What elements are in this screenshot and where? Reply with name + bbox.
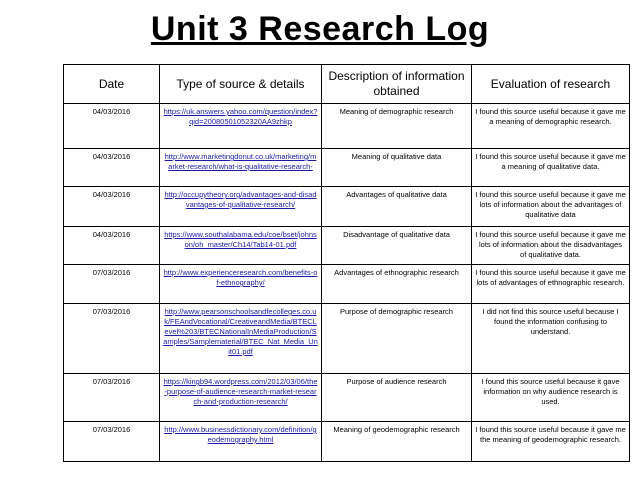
source-link[interactable]: http://www.businessdictionary.com/definition/geodemography.html: [164, 425, 317, 444]
date-cell: 04/03/2016: [64, 104, 160, 149]
table-row: [64, 104, 630, 149]
date-cell: 04/03/2016: [64, 187, 160, 227]
evaluation-cell: I found this source useful because it gave me lots of advantages of ethnographic research.: [472, 265, 630, 304]
source-link[interactable]: http://occupytheory.org/advantages-and-disadvantages-of-qualitative-research/: [164, 190, 317, 209]
description-cell: Purpose of demographic research: [322, 304, 472, 374]
description-cell: Purpose of audience research: [322, 374, 472, 422]
source-cell: [160, 187, 322, 227]
table-row: [64, 304, 630, 374]
table-row: [64, 374, 630, 422]
date-cell: 07/03/2016: [64, 265, 160, 304]
source-link[interactable]: http://www.experienceresearch.com/benefits-of-ethnography/: [163, 268, 318, 287]
description-cell: Advantages of qualitative data: [322, 187, 472, 227]
page-title: Unit 3 Research Log: [150, 10, 490, 48]
header-evaluation: Evaluation of research: [472, 65, 630, 104]
description-cell: Meaning of geodemographic research: [322, 422, 472, 462]
evaluation-cell: I found this source useful because it gave information on why audience research is used.: [472, 374, 630, 422]
research-log-table: [63, 64, 630, 462]
table-row: [64, 265, 630, 304]
table-row: [64, 149, 630, 187]
source-link[interactable]: https://kingb94.wordpress.com/2012/03/06/the-purpose-of-audience-research-market-research-and-production-research/: [163, 377, 318, 406]
table-row: [64, 227, 630, 265]
source-link[interactable]: https://www.southalabama.edu/coe/bset/johnson/oh_master/Ch14/Tab14-01.pdf: [164, 230, 317, 249]
source-cell: [160, 422, 322, 462]
table-row: [64, 422, 630, 462]
description-cell: Disadvantage of qualitative data: [322, 227, 472, 265]
source-link[interactable]: https://uk.answers.yahoo.com/question/index?qid=20080501052320AA9zhkp: [163, 107, 318, 126]
evaluation-cell: I did not find this source useful because I found the information confusing to understand.: [472, 304, 630, 374]
date-cell: 04/03/2016: [64, 149, 160, 187]
source-cell: [160, 265, 322, 304]
date-cell: 07/03/2016: [64, 422, 160, 462]
date-cell: 04/03/2016: [64, 227, 160, 265]
description-cell: Meaning of demographic research: [322, 104, 472, 149]
evaluation-cell: I found this source useful because it gave me lots of information about the advantages of qualitative data: [472, 187, 630, 227]
table-header-row: [64, 65, 630, 104]
date-cell: 07/03/2016: [64, 374, 160, 422]
header-date: Date: [64, 65, 160, 104]
source-cell: [160, 149, 322, 187]
description-cell: Advantages of ethnographic research: [322, 265, 472, 304]
source-cell: [160, 374, 322, 422]
evaluation-cell: I found this source useful because it gave me a meaning of qualitative data.: [472, 149, 630, 187]
source-link[interactable]: http://www.pearsonschoolsandfecolleges.co.uk/FEAndVocational/CreativeandMedia/BTECLevel%203/BTECNationalInMediaProduction/Samples/Samplematerial/BTEC_Nat_Media_Unit01.pdf: [163, 307, 318, 356]
header-source: Type of source & details: [160, 65, 322, 104]
table-row: [64, 187, 630, 227]
header-description: Description of information obtained: [322, 65, 472, 104]
source-cell: [160, 104, 322, 149]
evaluation-cell: I found this source useful because it gave me the meaning of geodemographic research.: [472, 422, 630, 462]
source-cell: [160, 227, 322, 265]
description-cell: Meaning of qualitative data: [322, 149, 472, 187]
source-cell: [160, 304, 322, 374]
source-link[interactable]: http://www.marketingdonut.co.uk/marketing/market-research/what-is-qualitative-research-: [164, 152, 317, 171]
evaluation-cell: I found this source useful because it gave me a meaning of demographic research.: [472, 104, 630, 149]
date-cell: 07/03/2016: [64, 304, 160, 374]
evaluation-cell: I found this source useful because it gave me lots of information about the disadvantages of qualitative data.: [472, 227, 630, 265]
